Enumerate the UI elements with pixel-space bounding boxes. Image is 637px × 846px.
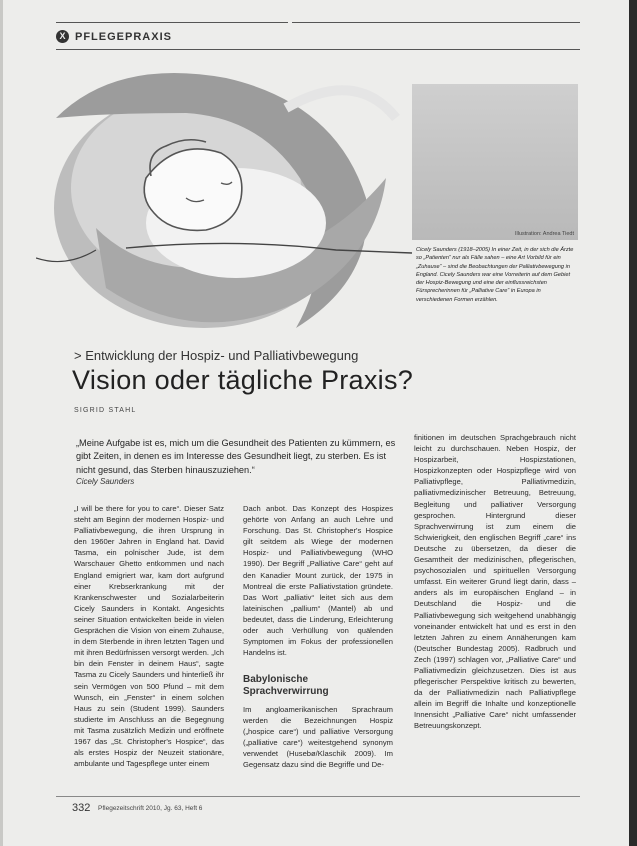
lead-quote: „Meine Aufgabe ist es, mich um die Gesundheit des Patienten zu kümmern, es gibt Zeiten, in denen es im Interesse des Gesundheit liegt, zu sterben. Es ist nicht gesund, das Sterben hinauszuziehen.“ — [76, 438, 396, 475]
header-rule-right — [292, 22, 580, 23]
page-number: 332 — [72, 802, 91, 814]
paragraph: Im angloamerikanischen Sprachraum werden die Bezeichnungen Hospiz („hospice care“) und palliative Versorgung („palliative care“) weitestgehend synonym verwendet (Husebø/Klaschik 2009). Im Gegensatz dazu sind die Begriffe und De- — [243, 705, 393, 770]
page-left-edge — [0, 0, 3, 846]
body-column-2-continued — [243, 704, 393, 771]
photo-credit: Illustration: Andrea Tiedt — [514, 231, 574, 237]
body-column-3 — [414, 432, 576, 732]
page-right-edge — [629, 0, 637, 846]
section-subheading: Babylonische Sprachverwirrung — [243, 674, 329, 697]
body-column-2 — [243, 503, 393, 658]
paragraph: finitionen im deutschen Sprachgebrauch nicht leicht zu durchschauen. Neben Hospiz, der Hospizarbeit, Hospizstationen, Hospizkonzepten oder Hospizpflege wird von Palliativpflege, Palliativmedizin, palliativmedizinischer Betreuung, Betreuung, Begleitung und palliativer Versorgung gesprochen. Hintergrund dieser Sprachverwirrung ist zum einem die Schwierigkeit, den englischen Begriff „care“ ins Deutsche zu übersetzen, da dieser die Gesamtheit der medizinischen, pflegerischen, psychosozialen und spirituellen Versorgung umfasst. Ein weiterer Grund liegt darin, dass – anders als im europäischen England – in Deutschland die Hospiz- und die Palliativbewegung sich weitgehend unabhängig voneinander entwickelt hat und es erst in den letzten Jahren zu einem Annäherungen kam (Deutscher Bundestag 2005). Radbruch und Zech (1997) schlagen vor, „Palliative Care“ und Palliativmedizin gleichzusetzen. Dies ist aus pflegerischer Perspektive kritisch zu bewerten, da der Palliativmedizin nach Palliativpflege allein im Begriff die Inhalte und konzeptionelle Innensicht „Palliative Care“ nicht umfassender Betreuungskonzept. — [414, 433, 576, 731]
paragraph: Dach anbot. Das Konzept des Hospizes gehörte von Anfang an auch Lehre und Forschung. Das St. Christopher's Hospice gilt seitdem als Wiege der modernen Hospiz- und Palliativbewegung (WHO 1990). Der Begriff „Palliative Care“ geht auf den Kanadier Mount zurück, der 1975 in Montreal die erste Palliativstation gründete. Das Wort „palliativ“ leitet sich aus dem lateinischen „pallium“ (Mantel) ab und bedeutet, dass die Linderung, Erleichterung oder auch Verhüllung von quälenden Symptomen im Fokus der professionellen Handelns ist. — [243, 504, 393, 658]
portrait-photo — [412, 84, 578, 240]
journal-reference: Pflegezeitschrift 2010, Jg. 63, Heft 6 — [98, 805, 203, 812]
article-kicker: > Entwicklung der Hospiz- und Palliativbewegung — [74, 348, 359, 363]
quote-author: Cicely Saunders — [76, 477, 135, 486]
photo-caption: Cicely Saunders (1918–2005) In einer Zeit, in der sich die Ärzte so „Patienten“ nur als Fälle sahen – eine Art Vorbild für ein „Zuhause“ – sind die Beobachtungen der Palliativbewegung in England. Cicely Saunders war eine Vorreiterin auf dem Gebiet der Hospiz-Bewegung und eine der einflussreichsten Fürsprecherinnen für „Palliative Care“ in Europa in verschiedenen Formen erzählen. — [416, 247, 574, 303]
header-rule-left — [56, 22, 288, 23]
paragraph: „I will be there for you to care“. Dieser Satz steht am Beginn der modernen Hospiz- und Palliativbewegung, die ihren Ursprung in den 1960er Jahren in England hat. David Tasma, ein polnischer Jude, ist dem Warschauer Ghetto entkommen und nach England emigriert war, kam dort aufgrund einer Krebserkrankung mit der Krankenschwester und Sozialarbeiterin Cicely Saunders in Kontakt. Angesichts seiner Situation entwickelten beide in vielen Gesprächen die Vision von einem Zuhause, in dem Sterbende in ihren letzten Tagen und mit ihren Bedürfnissen versorgt werden. „Ich bin dein Fenster in deinem Haus“, sagte Tasma zu Cicely Saunders und hinterließ ihr sein Vermögen von 500 Pfund – mit dem Wunsch, ein „Fenster“ in einem solchen Haus zu sein (Student 1999). Saunders studierte im Anschluss an die Begegnung mit Tasma zusätzlich Medizin und eröffnete 1967 das „St. Christopher's Hospice“, das als erstes Hospiz der Neuzeit stationäre, ambulante und Tagespflege unter einem — [74, 504, 224, 769]
sleeping-patient-illustration — [36, 58, 412, 358]
article-author: SIGRID STAHL — [74, 407, 137, 414]
section-badge-icon: X — [56, 30, 69, 43]
section-label: PFLEGEPRAXIS — [75, 31, 172, 43]
article-title: Vision oder tägliche Praxis? — [72, 365, 414, 395]
body-column-1 — [74, 503, 224, 769]
footer-rule — [56, 796, 580, 797]
header-rule-bottom — [56, 49, 580, 50]
